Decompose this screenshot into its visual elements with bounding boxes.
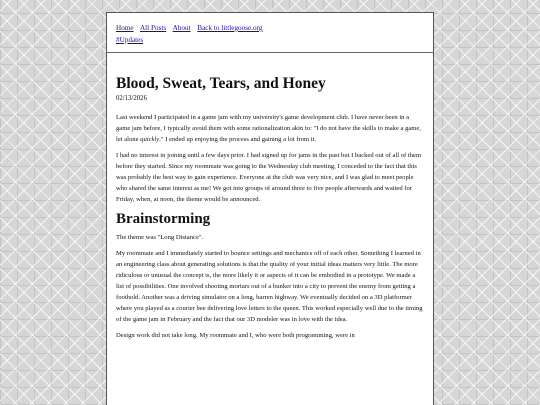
paragraph-ideas: My roommate and I immediately started to bounce settings and mechanics off of each other. Something I learned in an engineering class about generating solutions is that the quality of your initial ideas matters very little. The more ridiculous or unusual the concept is, the more likely it or aspects of it can be embodied in a prototype. We made a list of possibilities. One involved shooting mortars out of a bunker into a city to prevent the enemy from getting a foothold. Another was a driving simulator on a long, barren highway. We eventually decided on a 3D platformer where you played as a courier bee delivering love letters to the queen. This worked especially well due to the timing of the game jam in February and the fact that our 3D modeler was in love with the idea. xyxy=(116,250,423,323)
paragraph-joining: I had no interest in joining until a few days prior. I had signed up for jams in the past but I backed out of all of them before they started. Since my roommate was going to the Wednesday club meeting, I conceded to the fact that this was probably the best way to gain experience. Everyone at the club was very nice, and I was glad to meet people who shared the same interest as me! We got into groups of around three to five people afterwards and waited for Friday, when, at noon, the theme would be announced. xyxy=(116,152,422,203)
site-nav xyxy=(107,13,433,46)
nav-links-row xyxy=(116,22,424,34)
tag-link-updates[interactable]: #Updates xyxy=(116,36,144,44)
paragraph-intro xyxy=(116,112,424,145)
nav-tags-row xyxy=(116,34,424,46)
nav-link-back[interactable]: Back to littlegoose.org xyxy=(197,24,263,32)
paragraph-theme: The theme was "Long Distance". xyxy=(116,234,204,241)
paragraph-intro-text-end: ." I ended up enjoying the process and gaining a lot from it. xyxy=(159,136,317,143)
paragraph-design: Design work did not take long. My roommate and I, who were both programming, were in xyxy=(116,332,355,339)
post-date: 02/13/2026 xyxy=(116,95,147,102)
nav-divider xyxy=(107,52,433,53)
nav-link-all-posts[interactable]: All Posts xyxy=(139,24,167,32)
nav-link-home[interactable]: Home xyxy=(116,24,134,32)
post-content xyxy=(107,75,433,341)
nav-link-about[interactable]: About xyxy=(172,24,191,32)
blog-page xyxy=(106,12,434,405)
section-heading-brainstorming: Brainstorming xyxy=(116,211,211,227)
post-title: Blood, Sweat, Tears, and Honey xyxy=(116,75,326,92)
paragraph-intro-text: Last weekend I participated in a game jam with my university's game development club. I have never been in a game jam before, I typically avoid them with some rationalization akin to: "I do not have the skills to make a game, let alone xyxy=(116,114,422,143)
paragraph-intro-emphasis: quickly xyxy=(140,136,160,143)
